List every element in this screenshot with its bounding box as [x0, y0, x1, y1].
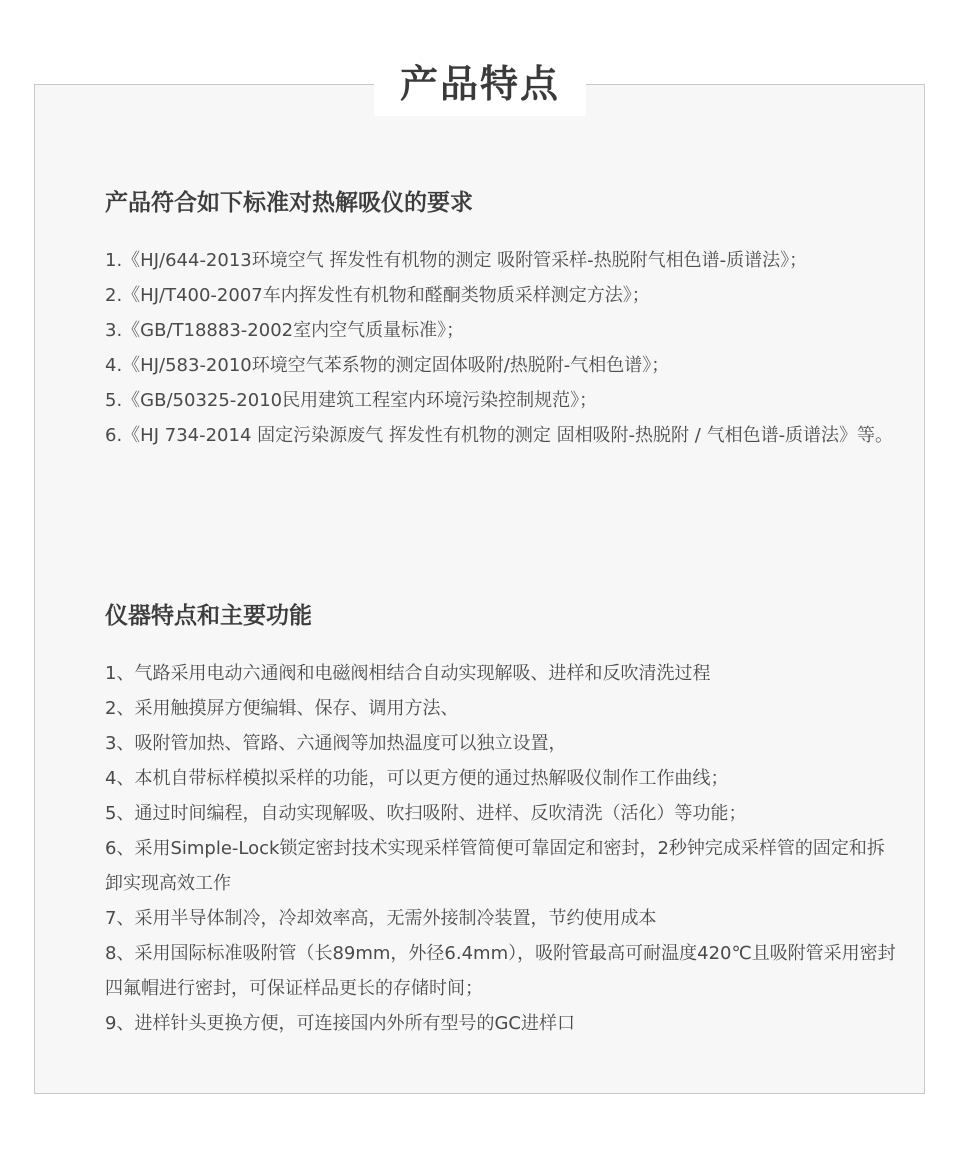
features-item: 9、进样针头更换方便，可连接国内外所有型号的GC进样口: [105, 1013, 575, 1034]
features-heading: 仪器特点和主要功能: [105, 603, 312, 629]
features-item: 7、采用半导体制冷，冷却效率高，无需外接制冷装置，节约使用成本: [105, 908, 657, 929]
standards-heading: 产品符合如下标准对热解吸仪的要求: [105, 190, 473, 216]
features-item: 8、采用国际标准吸附管（长89mm，外径6.4mm），吸附管最高可耐温度420℃且吸附管采用密封四氟帽进行密封，可保证样品更长的存储时间；: [105, 943, 896, 999]
standards-item: 4.《HJ/583-2010环境空气苯系物的测定固体吸附/热脱附-气相色谱》；: [105, 355, 670, 376]
features-section: [105, 596, 900, 1041]
features-item: 6、采用Simple-Lock锁定密封技术实现采样管简便可靠固定和密封，2秒钟完成采样管的固定和拆卸实现高效工作: [105, 838, 885, 894]
standards-item: 3.《GB/T18883-2002室内空气质量标准》；: [105, 320, 465, 341]
features-item: 4、本机自带标样模拟采样的功能，可以更方便的通过热解吸仪制作工作曲线；: [105, 768, 729, 789]
standards-section: [105, 183, 900, 453]
features-item: 1、气路采用电动六通阀和电磁阀相结合自动实现解吸、进样和反吹清洗过程: [105, 663, 711, 684]
features-list: [105, 656, 900, 1041]
standards-item: 6.《HJ 734-2014 固定污染源废气 挥发性有机物的测定 固相吸附-热脱附 / 气相色谱-质谱法》等。: [105, 425, 894, 446]
features-item: 2、采用触摸屏方便编辑、保存、调用方法、: [105, 698, 459, 719]
page-title: 产品特点: [374, 52, 586, 116]
standards-item: 1.《HJ/644-2013环境空气 挥发性有机物的测定 吸附管采样-热脱附气相色谱-质谱法》；: [105, 250, 808, 271]
standards-list: [105, 243, 900, 453]
standards-item: 2.《HJ/T400-2007车内挥发性有机物和醛酮类物质采样测定方法》；: [105, 285, 650, 306]
title-wrap: [0, 52, 960, 116]
features-item: 3、吸附管加热、管路、六通阀等加热温度可以独立设置，: [105, 733, 567, 754]
standards-item: 5.《GB/50325-2010民用建筑工程室内环境污染控制规范》；: [105, 390, 598, 411]
features-item: 5、通过时间编程，自动实现解吸、吹扫吸附、进样、反吹清洗（活化）等功能；: [105, 803, 747, 824]
